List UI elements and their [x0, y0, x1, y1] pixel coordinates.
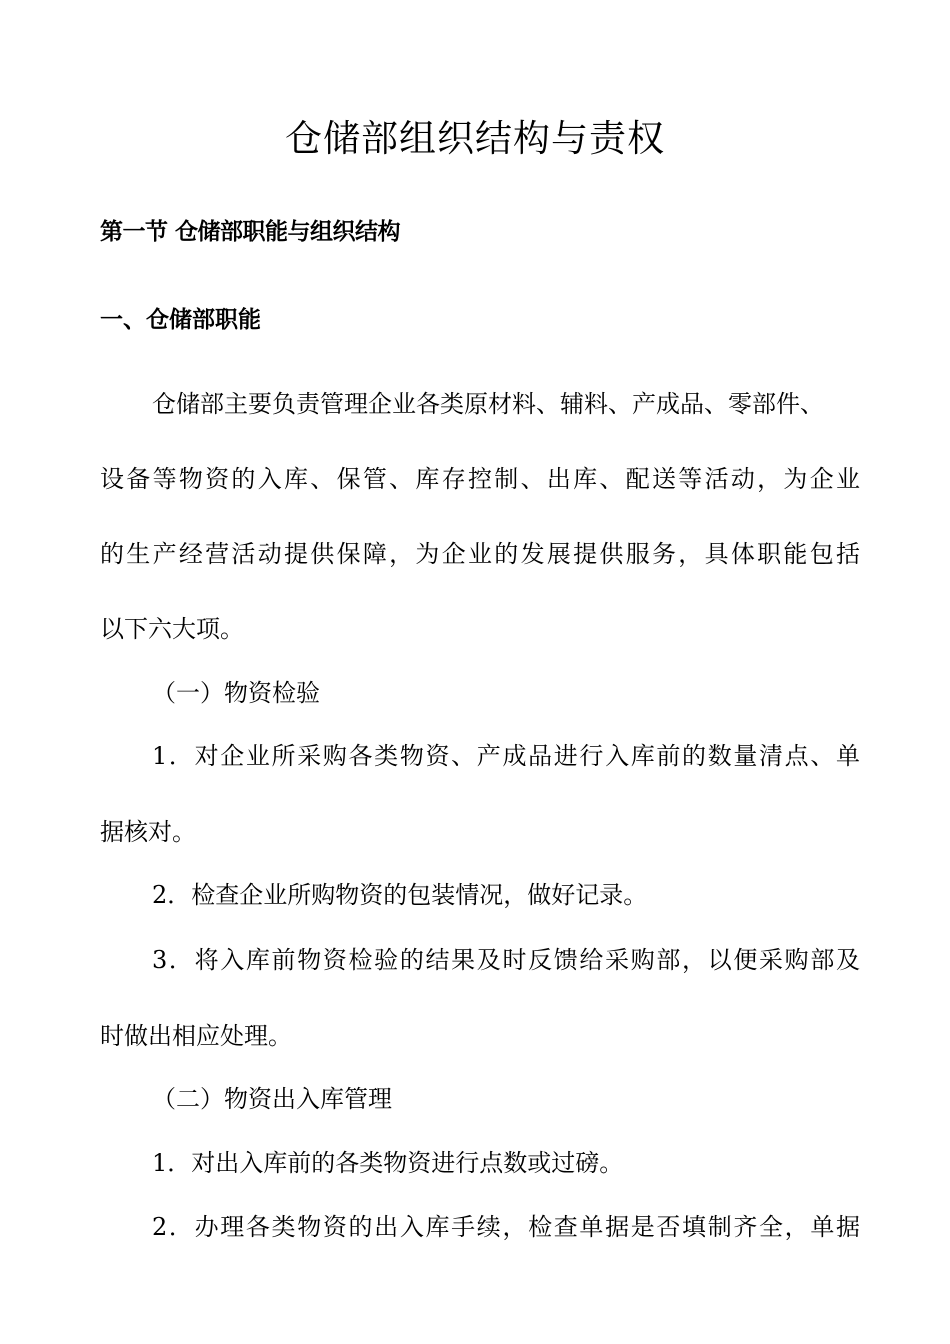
subheading: 一、仓储部职能	[100, 307, 261, 333]
document-title: 仓储部组织结构与责权	[285, 117, 665, 160]
list-item: 1．对企业所采购各类物资、产成品进行入库前的数量清点、单	[152, 742, 860, 770]
section-heading: 第一节 仓储部职能与组织结构	[100, 219, 401, 245]
list-heading: （一）物资检验	[152, 679, 320, 707]
list-item: 3．将入库前物资检验的结果及时反馈给采购部，以便采购部及	[152, 946, 860, 974]
paragraph-line: 以下六大项。	[100, 615, 244, 643]
list-item: 1．对出入库前的各类物资进行点数或过磅。	[152, 1149, 624, 1177]
paragraph-line: 的生产经营活动提供保障，为企业的发展提供服务，具体职能包括	[100, 540, 860, 568]
paragraph-line: 设备等物资的入库、保管、库存控制、出库、配送等活动，为企业	[100, 465, 860, 493]
paragraph-line: 仓储部主要负责管理企业各类原材料、辅料、产成品、零部件、	[152, 390, 824, 418]
list-heading: （二）物资出入库管理	[152, 1085, 392, 1113]
list-item-continued: 时做出相应处理。	[100, 1022, 292, 1050]
list-item: 2．检查企业所购物资的包装情况，做好记录。	[152, 881, 648, 909]
list-item: 2．办理各类物资的出入库手续，检查单据是否填制齐全，单据	[152, 1213, 860, 1241]
list-item-continued: 据核对。	[100, 818, 196, 846]
